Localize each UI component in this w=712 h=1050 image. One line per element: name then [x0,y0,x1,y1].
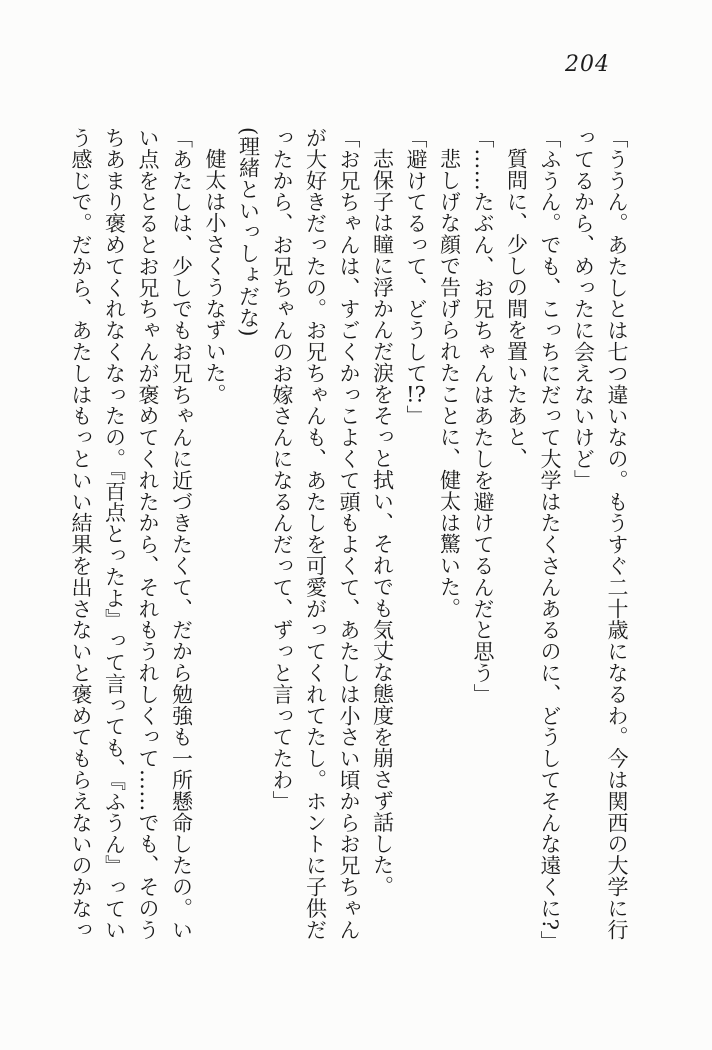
text-line-3: 「ふうん。でも、こっちにだって大学はたくさんあるのに、どうしてそんな遠くに?」 [538,127,562,952]
text-line-13: 健太は小さくうなずいた。 [203,148,227,405]
text-line-2: ってるから、めったに会えないけど」 [571,127,596,491]
text-line-5: 「……たぶん、お兄ちゃんはあたしを避けてるんだと思う」 [471,127,495,705]
text-line-12: (理緒といっしょだな) [236,127,261,337]
text-line-15: い点をとるとお兄ちゃんが褒めてくれたから、それもうれしくって……でも、そのう [136,127,160,941]
exclamation-question-mark: !? [406,383,426,405]
text-line-7: 「避けてるって、どうして!?」 [404,127,428,427]
text-line-1: 「ううん。あたしとは七つ違いなの。もうすぐ二十歳になるわ。今は関西の大学に行 [605,127,629,941]
page-number: 204 [565,52,610,77]
text-line-10: が大好きだったの。お兄ちゃんも、あたしを可愛がってくれてたし。ホントに子供だ [303,127,328,941]
text-line-9: 「お兄ちゃんは、すごくかっこよくて頭もよくて、あたしは小さい頃からお兄ちゃん [337,127,361,941]
text-line-4: 質問に、少しの間を置いたあと、 [504,148,529,469]
text-line-14: 「あたしは、少しでもお兄ちゃんに近づきたくて、だから勉強も一所懸命したの。い [169,127,194,941]
text-line-6: 悲しげな顔で告げられたことに、健太は驚いた。 [437,148,462,619]
text-line-11: ったから、お兄ちゃんのお嫁さんになるんだって、ずっと言ってたわ」 [270,127,294,812]
text-line-17: う感じで。だから、あたしはもっといい結果を出さないと褒めてもらえないのかなっ [69,127,93,941]
text-line-16: ちあまり褒めてくれなくなったの。『百点とったよ』って言っても、『ふうん』ってい [102,127,127,941]
text-line-8: 志保子は瞳に浮かんだ涙をそっと拭い、それでも気丈な態度を崩さず話した。 [370,148,395,897]
text-block [64,127,634,967]
